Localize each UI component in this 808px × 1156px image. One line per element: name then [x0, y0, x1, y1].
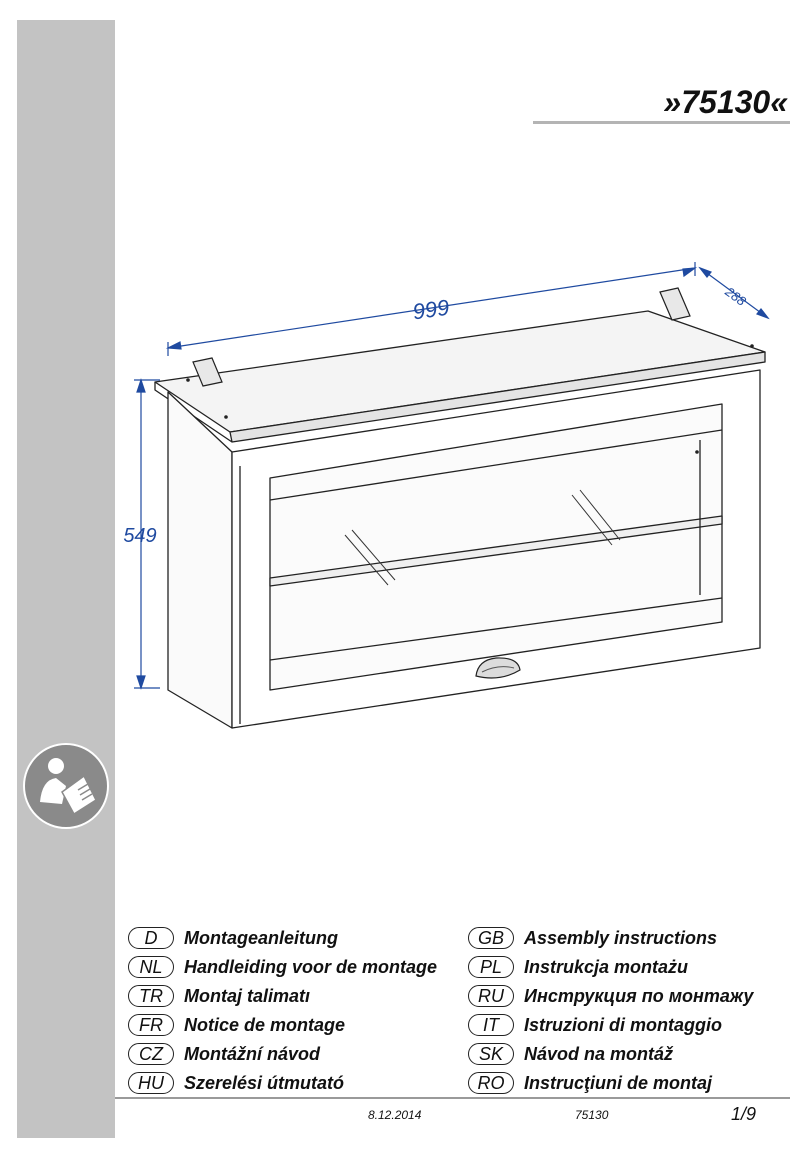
- language-row: [128, 925, 338, 951]
- language-title: Montážní návod: [184, 1043, 320, 1064]
- language-code: RO: [468, 1072, 514, 1094]
- person-reading-manual-icon: [22, 742, 110, 830]
- language-code: TR: [128, 985, 174, 1007]
- language-row: [468, 1041, 673, 1067]
- language-code: FR: [128, 1014, 174, 1036]
- language-row: [468, 954, 688, 980]
- dimension-height: 549: [123, 525, 157, 547]
- dimension-depth: 288: [722, 283, 749, 309]
- language-title: Assembly instructions: [524, 927, 718, 948]
- sidebar-band: [17, 20, 115, 1138]
- language-title: Handleiding voor de montage: [184, 956, 438, 977]
- language-title: Notice de montage: [184, 1014, 346, 1035]
- language-code: CZ: [128, 1043, 174, 1065]
- dimension-width: 999: [411, 294, 451, 325]
- language-title: Instrukcja montażu: [524, 956, 689, 977]
- footer-article-number: 75130: [575, 1108, 609, 1122]
- language-row: [468, 1012, 722, 1038]
- language-row: [128, 1012, 345, 1038]
- language-row: [468, 983, 753, 1009]
- language-title: Инструкция по монтажу: [524, 985, 754, 1006]
- language-title: Szerelési útmutató: [184, 1072, 345, 1093]
- language-title: Istruzioni di montaggio: [524, 1014, 722, 1035]
- footer-rule: [115, 1097, 790, 1099]
- page-number: 1/9: [730, 1104, 756, 1124]
- language-row: [128, 983, 310, 1009]
- title-rule: [533, 121, 790, 124]
- language-row: [468, 925, 717, 951]
- language-row: [128, 1070, 344, 1096]
- product-code-title: »75130«: [663, 84, 788, 120]
- language-code: GB: [468, 927, 514, 949]
- language-title: Montaj talimatı: [184, 985, 311, 1006]
- language-code: NL: [128, 956, 174, 978]
- language-row: [128, 954, 437, 980]
- language-code: D: [128, 927, 174, 949]
- cabinet-drawing: [115, 230, 808, 750]
- language-code: IT: [468, 1014, 514, 1036]
- language-row: [128, 1041, 320, 1067]
- language-code: HU: [128, 1072, 174, 1094]
- language-title: Instrucţiuni de montaj: [524, 1072, 713, 1093]
- language-row: [468, 1070, 712, 1096]
- footer-date: 8.12.2014: [368, 1108, 422, 1122]
- language-title: Montageanleitung: [184, 927, 338, 948]
- language-code: SK: [468, 1043, 514, 1065]
- language-code: RU: [468, 985, 514, 1007]
- language-code: PL: [468, 956, 514, 978]
- language-title: Návod na montáž: [524, 1043, 674, 1064]
